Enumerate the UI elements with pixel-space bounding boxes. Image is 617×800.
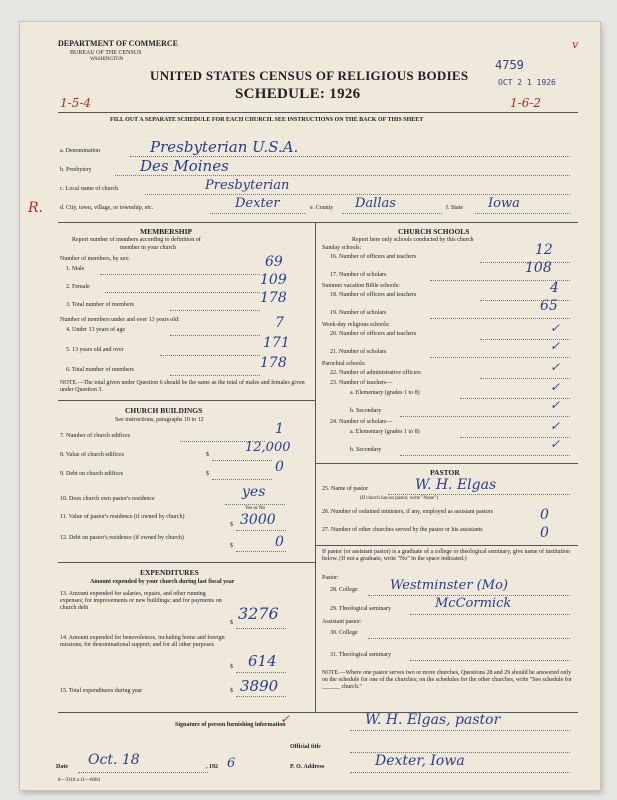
body-top-rule <box>58 222 578 223</box>
pastor-note: NOTE.—Where one pastor serves two or more churches, Questions 28 and 29 should be answered only on the schedule for one of the churches; on the schedules for the other churches, write "See schedule for ______ church." <box>322 670 572 690</box>
asst-pastor-label: Assistant pastor: <box>322 619 362 625</box>
vacation-schools-label: Summer vacation Bible schools: <box>322 283 400 289</box>
q23b-value: ✓ <box>550 398 561 412</box>
dollar-11: $ <box>230 522 233 528</box>
city-line <box>210 213 305 214</box>
residence-own-value: yes <box>242 484 266 500</box>
schools-intro: Report here only schools conducted by this church <box>352 237 474 243</box>
edifices-value: 1 <box>275 421 284 437</box>
residence-debt-label: 12. Debt on pastor's residence (if owned by church) <box>60 535 184 541</box>
edifice-value-line <box>212 460 272 461</box>
presbytery-line <box>115 175 570 176</box>
local-name-label: c. Local name of church <box>60 186 119 192</box>
dollar-8: $ <box>206 452 209 458</box>
bureau-name: BUREAU OF THE CENSUS <box>70 50 142 56</box>
age-head: Number of members under and over 13 years old: <box>60 317 180 323</box>
state-label: f. State <box>446 205 463 211</box>
q18-label: 18. Number of officers and teachers <box>330 292 417 298</box>
q23a-value: ✓ <box>550 380 561 394</box>
po-address-label: P. O. Address <box>290 764 325 770</box>
date-line <box>78 772 208 773</box>
q26-label: 26. Number of ordained ministers, if any, employed as assistant pastors <box>322 509 494 515</box>
buildings-rule <box>58 400 315 401</box>
state-line <box>475 213 570 214</box>
q30-label: 30. College <box>330 630 358 636</box>
sunday-schools-label: Sunday schools: <box>322 245 362 251</box>
q14-line <box>236 672 286 673</box>
expenditures-rule <box>58 562 315 563</box>
residence-value: 3000 <box>240 512 276 528</box>
total-members-value: 178 <box>260 290 287 306</box>
parochial-schools-label: Parochial schools: <box>322 361 366 367</box>
q31-label: 31. Theological seminary <box>330 652 392 658</box>
q18-value: 4 <box>550 280 559 296</box>
review-check-mark: ✓ <box>280 712 291 726</box>
q27-label: 27. Number of other churches served by the pastor or his assistants <box>322 527 483 533</box>
graduate-note: If pastor (or assistant pastor) is a graduate of a college or theological seminary, give name of institution below. (If not a graduate, write "No" in the space indicated.) <box>322 549 570 562</box>
membership-note: NOTE.—The total given under Question 6 should be the same as the total of males and females given under Question 3. <box>60 380 305 393</box>
q21-label: 21. Number of scholars <box>330 349 387 355</box>
q25-line <box>388 494 570 495</box>
q29-label: 29. Theological seminary <box>330 606 392 612</box>
q24-label: 24. Number of scholars— <box>330 419 393 425</box>
q29-line <box>410 614 570 615</box>
q15-value: 3890 <box>240 677 279 695</box>
stamp-date: OCT 2 1 1926 <box>498 78 556 87</box>
edifices-label: 7. Number of church edifices <box>60 433 131 439</box>
pastor-title: PASTOR <box>430 468 460 477</box>
presbytery-value: Des Moines <box>140 157 229 175</box>
q14-value: 614 <box>248 652 277 670</box>
q15-label: 15. Total expenditures during year <box>60 688 143 694</box>
edifice-debt-label: 9. Debt on church edifices <box>60 471 124 477</box>
q24b-label: b. Secondary <box>350 447 382 453</box>
q15-line <box>236 696 286 697</box>
q13-label: 13. Amount expended for salaries, repairs, and other running expenses; for improvements or new buildings; and for payments on church debt <box>60 591 222 611</box>
q29-value: McCormick <box>435 596 512 611</box>
city-name: WASHINGTON <box>90 57 124 62</box>
q27-value: 0 <box>540 525 549 541</box>
q26-value: 0 <box>540 507 549 523</box>
female-value: 109 <box>260 272 287 288</box>
female-line <box>105 292 260 293</box>
q19-line <box>430 318 570 319</box>
q25-value: W. H. Elgas <box>415 477 497 493</box>
residence-debt-line <box>236 551 286 552</box>
edifice-value-label: 8. Value of church edifices <box>60 452 125 458</box>
graduate-rule <box>315 545 578 546</box>
city-value: Dexter <box>235 196 280 211</box>
q19-value: 65 <box>540 298 558 314</box>
edifice-debt-value: 0 <box>275 459 284 475</box>
dollar-9: $ <box>206 471 209 477</box>
q17-value: 108 <box>525 260 552 276</box>
dollar-15: $ <box>230 688 233 694</box>
total-members-line <box>170 310 260 311</box>
denomination-value: Presbyterian U.S.A. <box>150 138 299 156</box>
schools-title: CHURCH SCHOOLS <box>398 227 470 236</box>
weekday-schools-label: Week-day religious schools: <box>322 322 390 328</box>
q19-label: 19. Number of scholars <box>330 310 387 316</box>
corner-mark: v <box>572 38 579 51</box>
edifice-value: 12,000 <box>245 440 291 455</box>
q25-label: 25. Name of pastor <box>322 486 368 492</box>
pastor-sub-label: Pastor: <box>322 575 339 581</box>
male-label: 1. Male <box>66 266 85 272</box>
q24a-value: ✓ <box>550 419 561 433</box>
edifice-debt-line <box>212 479 272 480</box>
dollar-14: $ <box>230 664 233 670</box>
dept-name: DEPARTMENT OF COMMERCE <box>58 39 179 48</box>
q16-value: 12 <box>535 242 553 258</box>
po-address-line <box>350 772 570 773</box>
q21-value: ✓ <box>550 339 561 353</box>
members-by-sex: Number of members, by sex: <box>60 256 130 262</box>
official-title-label: Official title <box>290 744 321 750</box>
under-13-label: 4. Under 13 years of age <box>66 327 125 333</box>
margin-r-mark: R. <box>28 200 43 216</box>
q23b-line <box>400 416 570 417</box>
q30-line <box>368 638 570 639</box>
year-value: 6 <box>227 756 236 771</box>
q20-label: 20. Number of officers and teachers <box>330 331 417 337</box>
right-margin-mark: 1-6-2 <box>510 96 542 110</box>
buildings-sub: See instructions, paragraphs 10 to 12 <box>115 417 204 423</box>
expenditures-title: EXPENDITURES <box>140 568 199 577</box>
q31-line <box>410 660 570 661</box>
q17-label: 17. Number of scholars <box>330 272 387 278</box>
q23a-label: a. Elementary (grades 1 to 8) <box>350 390 420 396</box>
dollar-13: $ <box>230 620 233 626</box>
city-label: d. City, town, village, or township, etc. <box>60 205 154 211</box>
signature-label: Signature of person furnishing information <box>175 722 286 728</box>
membership-intro-2: member in your church <box>120 245 177 251</box>
dollar-12: $ <box>230 543 233 549</box>
pastor-rule <box>315 463 578 464</box>
expenditures-sub: Amount expended by your church during last fiscal year <box>90 579 235 585</box>
total-age-label: 6. Total number of members <box>66 367 134 373</box>
form-instruction: FILL OUT A SEPARATE SCHEDULE FOR EACH CHURCH. SEE INSTRUCTIONS ON THE BACK OF THIS SHEET <box>110 117 424 123</box>
residence-debt-value: 0 <box>275 534 284 550</box>
stamp-number: 4759 <box>495 58 524 72</box>
q28-value: Westminster (Mo) <box>390 578 508 593</box>
yes-or-no-hint: Yes or No <box>245 506 266 511</box>
signature-value: W. H. Elgas, pastor <box>365 712 501 728</box>
q13-value: 3276 <box>238 604 279 623</box>
column-divider <box>315 222 316 712</box>
q16-label: 16. Number of officers and teachers <box>330 254 417 260</box>
presbytery-label: b. Presbytery <box>60 167 92 173</box>
female-label: 2. Female <box>66 284 90 290</box>
state-value: Iowa <box>488 196 520 211</box>
residence-value-label: 11. Value of pastor's residence (if owned by church) <box>60 514 185 520</box>
male-line <box>100 274 260 275</box>
residence-value-line <box>236 530 286 531</box>
census-schedule-sheet <box>20 22 600 790</box>
membership-intro-1: Report number of members according to definition of <box>72 237 201 243</box>
county-line <box>342 213 442 214</box>
total-age-line <box>170 375 260 376</box>
total-members-label: 3. Total number of members <box>66 302 134 308</box>
over-13-label: 5. 13 years old and over <box>66 347 124 353</box>
q22-value: ✓ <box>550 360 561 374</box>
q28-label: 28. College <box>330 587 358 593</box>
membership-title: MEMBERSHIP <box>140 227 193 236</box>
header-rule <box>58 112 578 113</box>
left-margin-mark: 1-5-4 <box>60 96 92 110</box>
local-name-value: Presbyterian <box>205 178 290 193</box>
q21-line <box>430 357 570 358</box>
under-13-line <box>170 335 260 336</box>
q23-label: 23. Number of teachers— <box>330 380 393 386</box>
q24b-value: ✓ <box>550 437 561 451</box>
total-age-value: 178 <box>260 355 287 371</box>
residence-own-label: 10. Does church own pastor's residence <box>60 496 155 502</box>
year-prefix: , 192 <box>206 764 218 770</box>
po-address-value: Dexter, Iowa <box>375 753 465 769</box>
schedule-title: SCHEDULE: 1926 <box>235 86 361 102</box>
q23b-label: b. Secondary <box>350 408 382 414</box>
q14-label: 14. Amount expended for benevolences, including home and foreign missions; for denominational support; and for all other purposes <box>60 635 225 648</box>
under-13-value: 7 <box>275 315 284 331</box>
q17-line <box>430 280 570 281</box>
q24a-label: a. Elementary (grades 1 to 8) <box>350 429 420 435</box>
denomination-label: a. Denomination <box>60 148 100 154</box>
date-value: Oct. 18 <box>88 752 140 768</box>
county-value: Dallas <box>355 196 396 211</box>
q22-line <box>480 378 570 379</box>
over-13-line <box>160 355 260 356</box>
q20-value: ✓ <box>550 321 561 335</box>
residence-own-line <box>225 504 285 505</box>
q24b-line <box>400 455 570 456</box>
male-value: 69 <box>265 254 283 270</box>
signature-line <box>350 730 570 731</box>
q13-line <box>236 628 286 629</box>
q22-label: 22. Number of administrative officers <box>330 370 421 376</box>
buildings-title: CHURCH BUILDINGS <box>125 406 203 415</box>
form-title: UNITED STATES CENSUS OF RELIGIOUS BODIES <box>150 68 469 83</box>
county-label: e. County <box>310 205 334 211</box>
local-name-line <box>145 194 570 195</box>
print-code: 8—3318 a 11—6004 <box>58 778 101 783</box>
date-label: Date <box>56 764 68 770</box>
over-13-value: 171 <box>263 335 290 351</box>
q25-note: (If church has no pastor, write "None") <box>360 496 438 501</box>
